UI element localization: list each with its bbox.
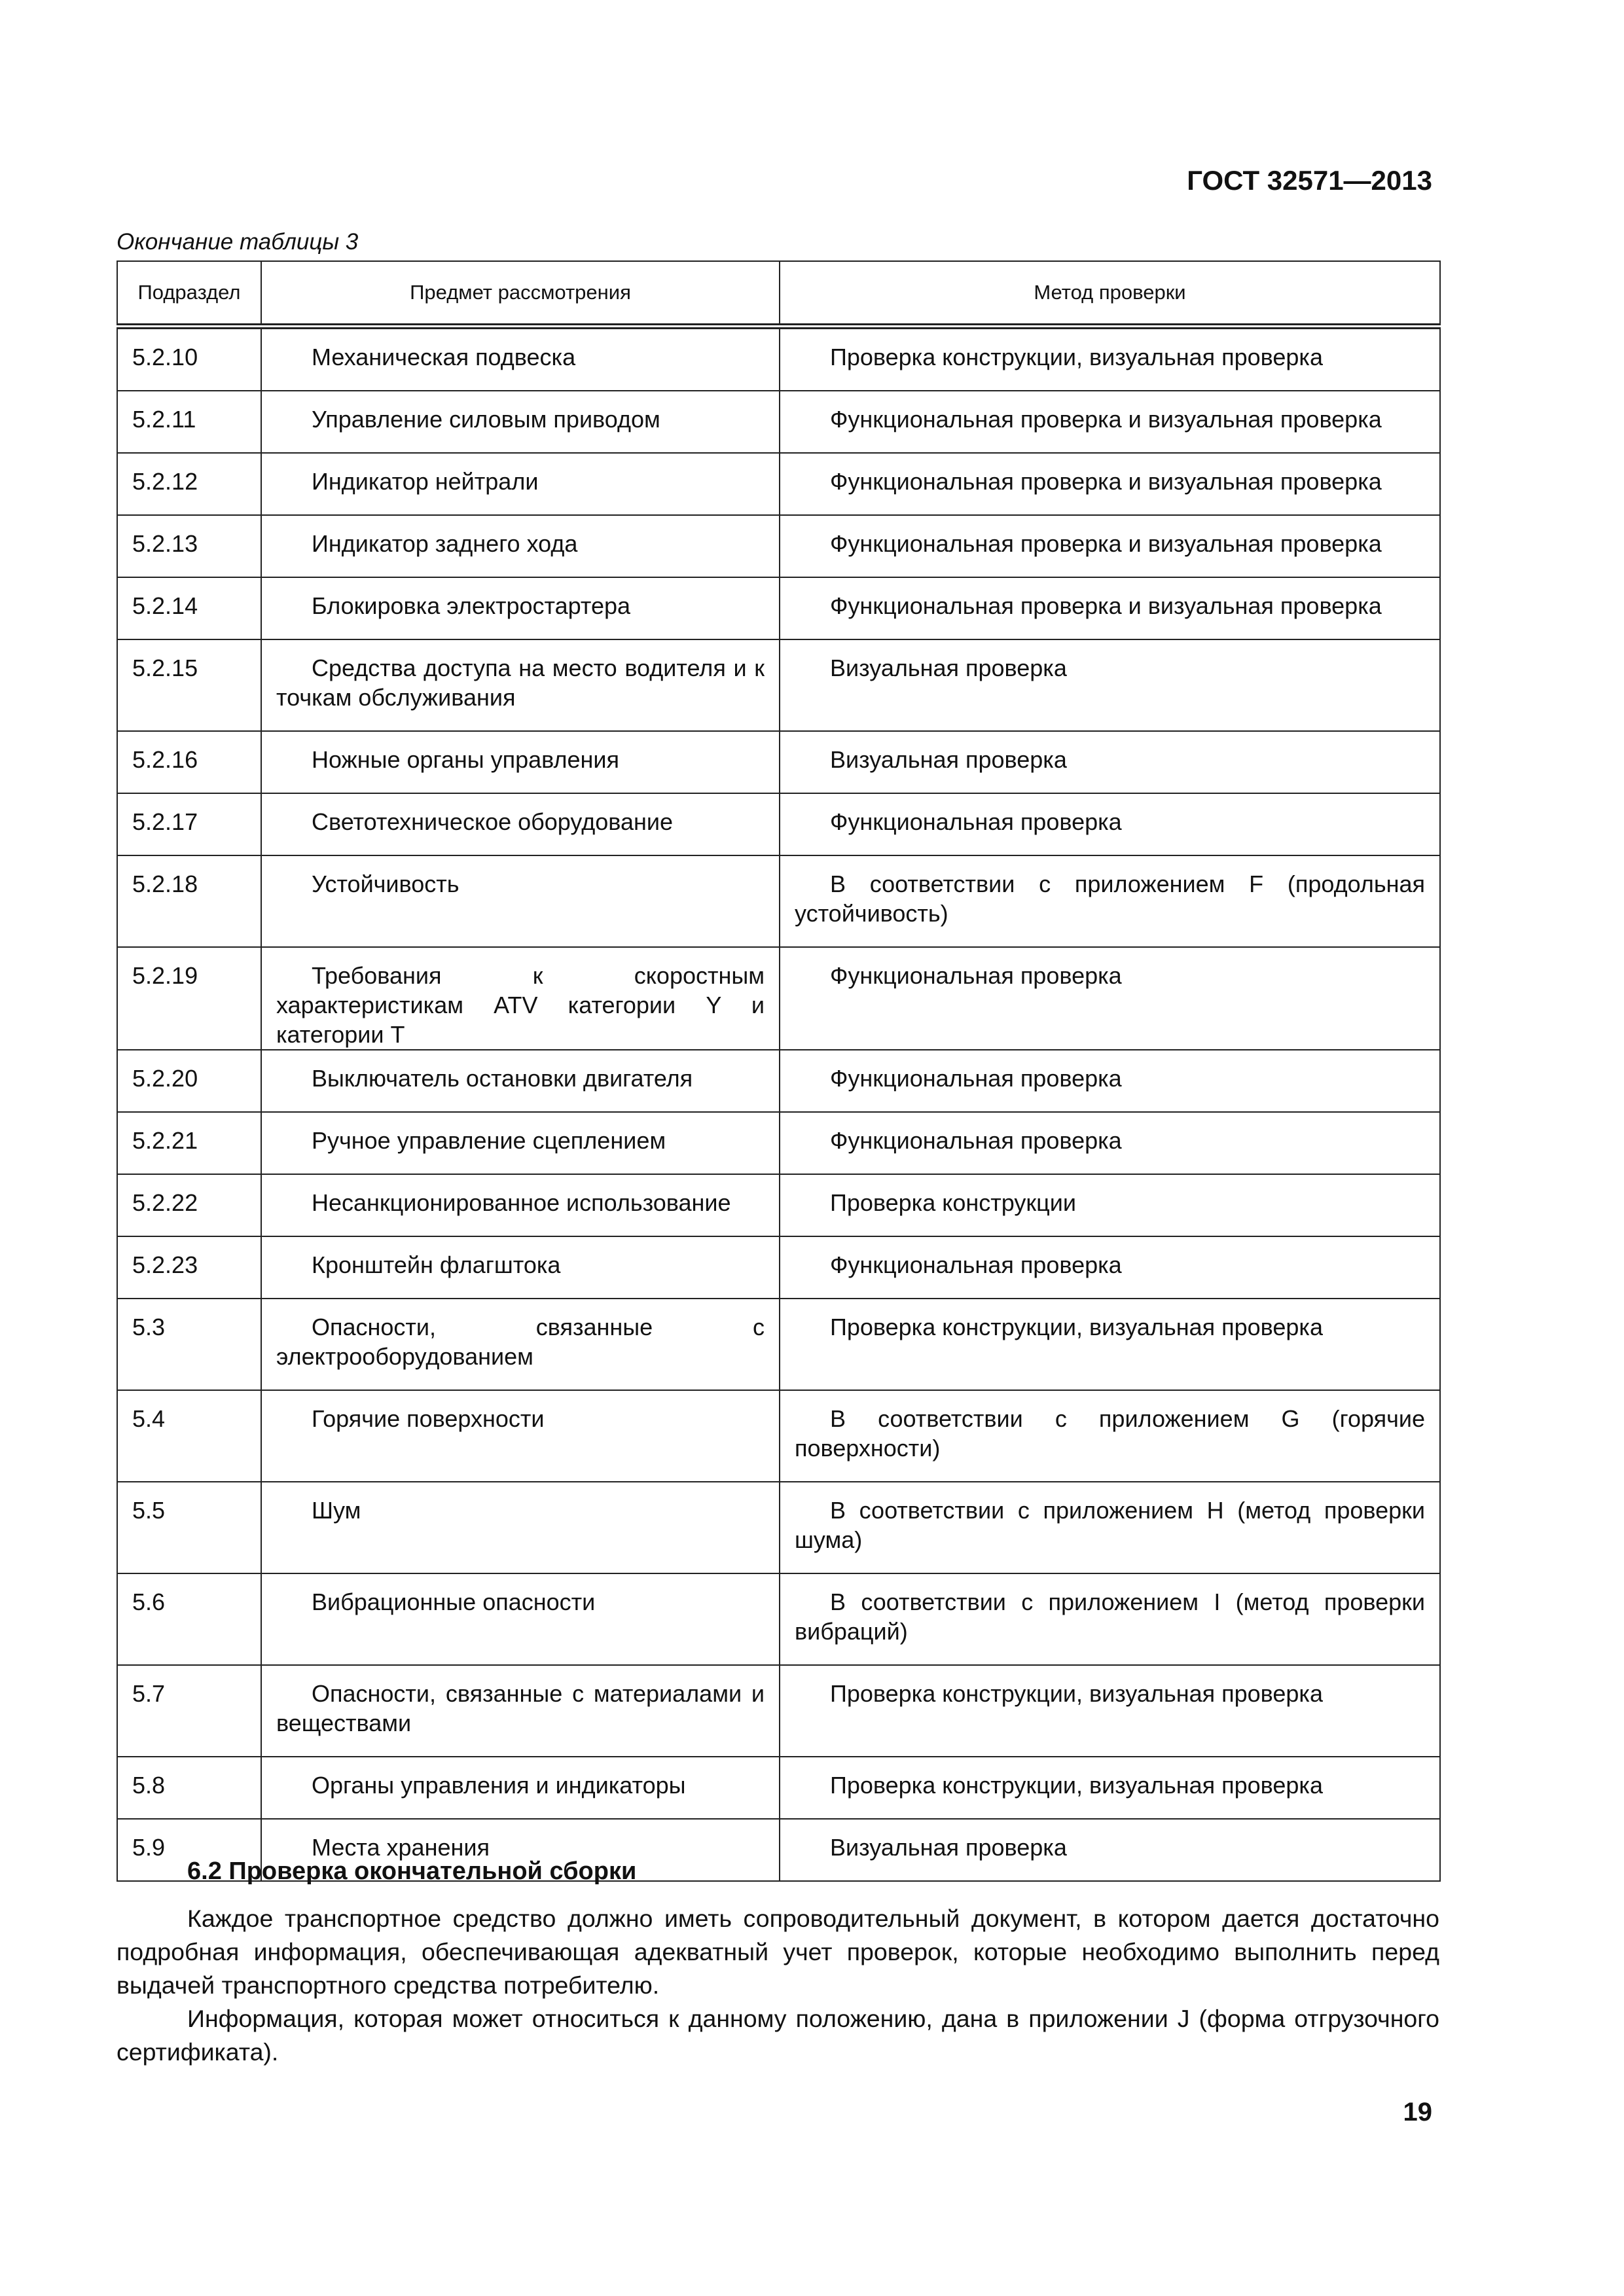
table-row — [117, 1174, 1440, 1236]
cell-subsection: 5.7 — [117, 1665, 261, 1757]
cell-subject: Опасности, связанные с электрооборудованием — [261, 1299, 780, 1390]
table-caption: Окончание таблицы 3 — [117, 229, 359, 255]
table-header-row — [117, 261, 1440, 327]
table-row — [117, 947, 1440, 1050]
cell-subsection: 5.9 — [117, 1819, 261, 1881]
inspection-table — [117, 260, 1441, 1882]
cell-subsection: 5.2.10 — [117, 327, 261, 391]
table-row — [117, 1236, 1440, 1299]
cell-subsection: 5.2.21 — [117, 1112, 261, 1174]
cell-subsection: 5.2.19 — [117, 947, 261, 1050]
cell-method: В соответствии с приложением G (горячие поверхности) — [780, 1390, 1440, 1482]
cell-method: Функциональная проверка и визуальная проверка — [780, 577, 1440, 639]
section-title: 6.2 Проверка окончательной сборки — [187, 1857, 637, 1885]
cell-subsection: 5.2.14 — [117, 577, 261, 639]
cell-method: Функциональная проверка и визуальная проверка — [780, 391, 1440, 453]
cell-method: Визуальная проверка — [780, 731, 1440, 793]
cell-method: Функциональная проверка — [780, 947, 1440, 1050]
table-row — [117, 453, 1440, 515]
cell-subject: Горячие поверхности — [261, 1390, 780, 1482]
cell-subject: Светотехническое оборудование — [261, 793, 780, 855]
table-row — [117, 1299, 1440, 1390]
cell-subsection: 5.5 — [117, 1482, 261, 1573]
table-row — [117, 1757, 1440, 1819]
cell-method: Проверка конструкции, визуальная проверка — [780, 1665, 1440, 1757]
column-header-subsection: Подраздел — [117, 261, 261, 327]
cell-method: Функциональная проверка — [780, 793, 1440, 855]
cell-method: Проверка конструкции — [780, 1174, 1440, 1236]
table-row — [117, 327, 1440, 391]
cell-subject: Места хранения — [261, 1819, 780, 1881]
cell-subsection: 5.3 — [117, 1299, 261, 1390]
cell-subject: Опасности, связанные с материалами и веществами — [261, 1665, 780, 1757]
table-row — [117, 639, 1440, 731]
cell-method: Функциональная проверка и визуальная проверка — [780, 515, 1440, 577]
cell-subject: Ручное управление сцеплением — [261, 1112, 780, 1174]
cell-subject: Индикатор нейтрали — [261, 453, 780, 515]
column-header-method: Метод проверки — [780, 261, 1440, 327]
table-row — [117, 577, 1440, 639]
cell-method: Проверка конструкции, визуальная проверка — [780, 327, 1440, 391]
cell-subject: Блокировка электростартера — [261, 577, 780, 639]
cell-method: Визуальная проверка — [780, 1819, 1440, 1881]
table-row — [117, 1112, 1440, 1174]
cell-subsection: 5.2.22 — [117, 1174, 261, 1236]
cell-subsection: 5.2.15 — [117, 639, 261, 731]
cell-subject: Органы управления и индикаторы — [261, 1757, 780, 1819]
cell-subsection: 5.2.12 — [117, 453, 261, 515]
cell-subject: Вибрационные опасности — [261, 1573, 780, 1665]
cell-method: Функциональная проверка — [780, 1050, 1440, 1112]
cell-subsection: 5.2.20 — [117, 1050, 261, 1112]
table-row — [117, 1573, 1440, 1665]
cell-subject: Средства доступа на место водителя и к точкам обслуживания — [261, 639, 780, 731]
cell-subject: Несанкционированное использование — [261, 1174, 780, 1236]
cell-subsection: 5.2.17 — [117, 793, 261, 855]
cell-subject: Выключатель остановки двигателя — [261, 1050, 780, 1112]
paragraph: Каждое транспортное средство должно иметь сопроводительный документ, в котором дается достаточно подробная информация, обеспечивающая адекватный учет проверок, которые необходимо выполнить перед выдачей транспортного средства потребителю. — [117, 1905, 1439, 1999]
table-row — [117, 391, 1440, 453]
cell-subject: Механическая подвеска — [261, 327, 780, 391]
cell-subsection: 5.2.16 — [117, 731, 261, 793]
cell-subject: Управление силовым приводом — [261, 391, 780, 453]
page-number: 19 — [1403, 2098, 1432, 2126]
cell-method: Проверка конструкции, визуальная проверка — [780, 1757, 1440, 1819]
cell-subject: Ножные органы управления — [261, 731, 780, 793]
cell-method: Функциональная проверка — [780, 1236, 1440, 1299]
table-row — [117, 793, 1440, 855]
cell-subsection: 5.4 — [117, 1390, 261, 1482]
cell-subject: Требования к скоростным характеристикам ATV категории Y и категории T — [261, 947, 780, 1050]
cell-method: В соответствии с приложением H (метод проверки шума) — [780, 1482, 1440, 1573]
cell-subsection: 5.8 — [117, 1757, 261, 1819]
cell-method: Функциональная проверка — [780, 1112, 1440, 1174]
document-code: ГОСТ 32571—2013 — [1187, 165, 1432, 196]
cell-method: Проверка конструкции, визуальная проверка — [780, 1299, 1440, 1390]
table-row — [117, 515, 1440, 577]
table-row — [117, 1665, 1440, 1757]
table-row — [117, 1050, 1440, 1112]
cell-method: В соответствии с приложением I (метод проверки вибраций) — [780, 1573, 1440, 1665]
cell-subject: Устойчивость — [261, 855, 780, 947]
cell-subject: Кронштейн флагштока — [261, 1236, 780, 1299]
paragraph: Информация, которая может относиться к данному положению, дана в приложении J (форма отгрузочного сертификата). — [117, 2005, 1439, 2066]
cell-method: Функциональная проверка и визуальная проверка — [780, 453, 1440, 515]
column-header-subject: Предмет рассмотрения — [261, 261, 780, 327]
cell-subsection: 5.2.11 — [117, 391, 261, 453]
cell-subsection: 5.2.23 — [117, 1236, 261, 1299]
table-row — [117, 731, 1440, 793]
cell-method: В соответствии с приложением F (продольная устойчивость) — [780, 855, 1440, 947]
table-row — [117, 855, 1440, 947]
cell-subject: Шум — [261, 1482, 780, 1573]
cell-subject: Индикатор заднего хода — [261, 515, 780, 577]
table-row — [117, 1482, 1440, 1573]
table-row — [117, 1390, 1440, 1482]
cell-subsection: 5.2.18 — [117, 855, 261, 947]
cell-subsection: 5.2.13 — [117, 515, 261, 577]
cell-subsection: 5.6 — [117, 1573, 261, 1665]
cell-method: Визуальная проверка — [780, 639, 1440, 731]
